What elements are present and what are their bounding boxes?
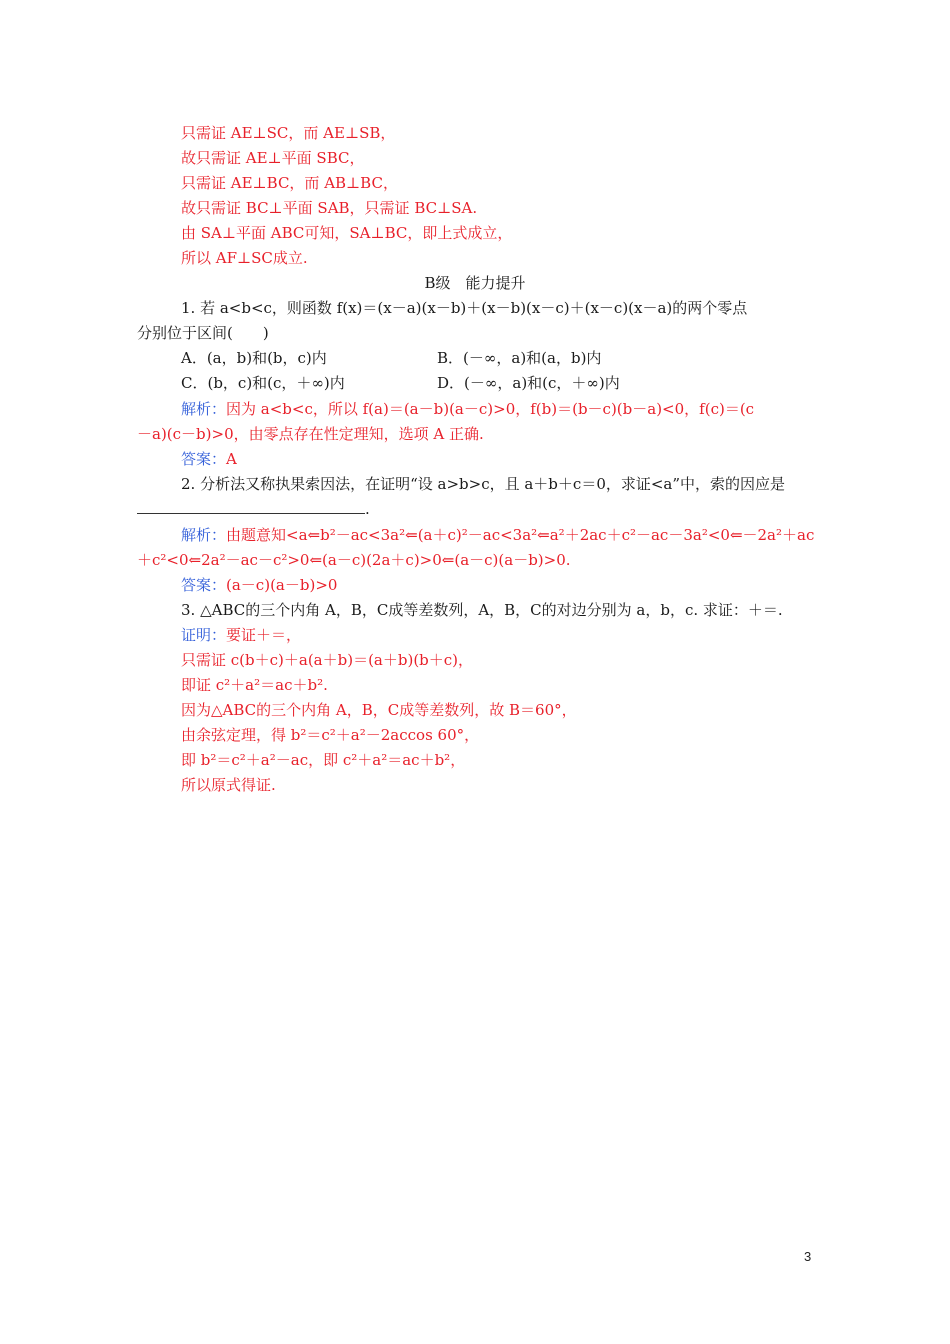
- proof-line: 由 SA⊥平面 ABC可知，SA⊥BC，即上式成立，: [181, 224, 513, 242]
- q1-answer: [181, 449, 237, 471]
- proof-line: 故只需证 BC⊥平面 SAB，只需证 BC⊥SA.: [181, 199, 478, 217]
- proof-text: 要证＋＝，: [226, 626, 302, 644]
- answer-label: 答案：: [181, 576, 227, 594]
- q3-proof: [181, 625, 301, 647]
- analysis-text: 因为 a<b<c，所以 f(a)＝(a－b)(a－c)>0，f(b)＝(b－c)(b－a)<0，f(c)＝(c: [226, 400, 755, 418]
- answer-text: A: [226, 450, 237, 468]
- proof-line: 即 b²＝c²＋a²－ac，即 c²＋a²＝ac＋b²，: [181, 751, 466, 769]
- question-1-stem-cont: 分别位于区间( ): [137, 324, 269, 342]
- question-2-blank: [137, 499, 370, 521]
- analysis-text-cont: ＋c²<0⇐2a²－ac－c²>0⇐(a－c)(2a＋c)>0⇐(a－c)(a－b)>0.: [137, 551, 571, 569]
- analysis-text: 由题意知<a⇐b²－ac<3a²⇐(a＋c)²－ac<3a²⇐a²＋2ac＋c²－ac－3a²<0⇐－2a²＋ac: [226, 526, 815, 544]
- q2-answer: [181, 575, 337, 597]
- question-1-stem: 1. 若 a<b<c，则函数 f(x)＝(x－a)(x－b)＋(x－b)(x－c)＋(x－c)(x－a)的两个零点: [181, 299, 748, 317]
- proof-line: 由余弦定理，得 b²＝c²＋a²－2accos 60°，: [181, 726, 480, 744]
- q2-analysis: [181, 525, 814, 547]
- proof-line: 只需证 c(b＋c)＋a(a＋b)＝(a＋b)(b＋c)，: [181, 651, 474, 669]
- answer-text: (a－c)(a－b)>0: [226, 576, 338, 594]
- option-b: B．(－∞，a)和(a，b)内: [437, 349, 602, 367]
- stem-tail: .: [365, 500, 370, 518]
- analysis-label: 解析：: [181, 400, 227, 418]
- analysis-text-cont: －a)(c－b)>0，由零点存在性定理知，选项 A 正确.: [137, 425, 484, 443]
- proof-label: 证明：: [181, 626, 227, 644]
- proof-line: 所以原式得证.: [181, 776, 276, 794]
- page-number: 3: [804, 1249, 812, 1264]
- q1-analysis: [181, 399, 754, 421]
- option-d: D．(－∞，a)和(c，＋∞)内: [437, 374, 620, 392]
- section-title: B级 能力提升: [424, 274, 526, 292]
- option-c: C．(b，c)和(c，＋∞)内: [181, 374, 345, 392]
- proof-line: 只需证 AE⊥SC，而 AE⊥SB，: [181, 124, 396, 142]
- question-2-stem: 2. 分析法又称执果索因法，在证明“设 a>b>c，且 a＋b＋c＝0，求证<a”中，索的因应是: [181, 475, 786, 493]
- option-a: A．(a，b)和(b，c)内: [181, 349, 327, 367]
- answer-label: 答案：: [181, 450, 227, 468]
- proof-line: 即证 c²＋a²＝ac＋b².: [181, 676, 328, 694]
- analysis-label: 解析：: [181, 526, 227, 544]
- proof-line: 故只需证 AE⊥平面 SBC，: [181, 149, 365, 167]
- proof-line: 所以 AF⊥SC成立.: [181, 249, 308, 267]
- question-3-stem: 3. △ABC的三个内角 A，B，C成等差数列，A，B，C的对边分别为 a，b，c. 求证：＋＝.: [181, 601, 783, 619]
- answer-blank: [137, 499, 365, 514]
- proof-line: 只需证 AE⊥BC，而 AB⊥BC，: [181, 174, 398, 192]
- proof-line: 因为△ABC的三个内角 A，B，C成等差数列，故 B＝60°，: [181, 701, 577, 719]
